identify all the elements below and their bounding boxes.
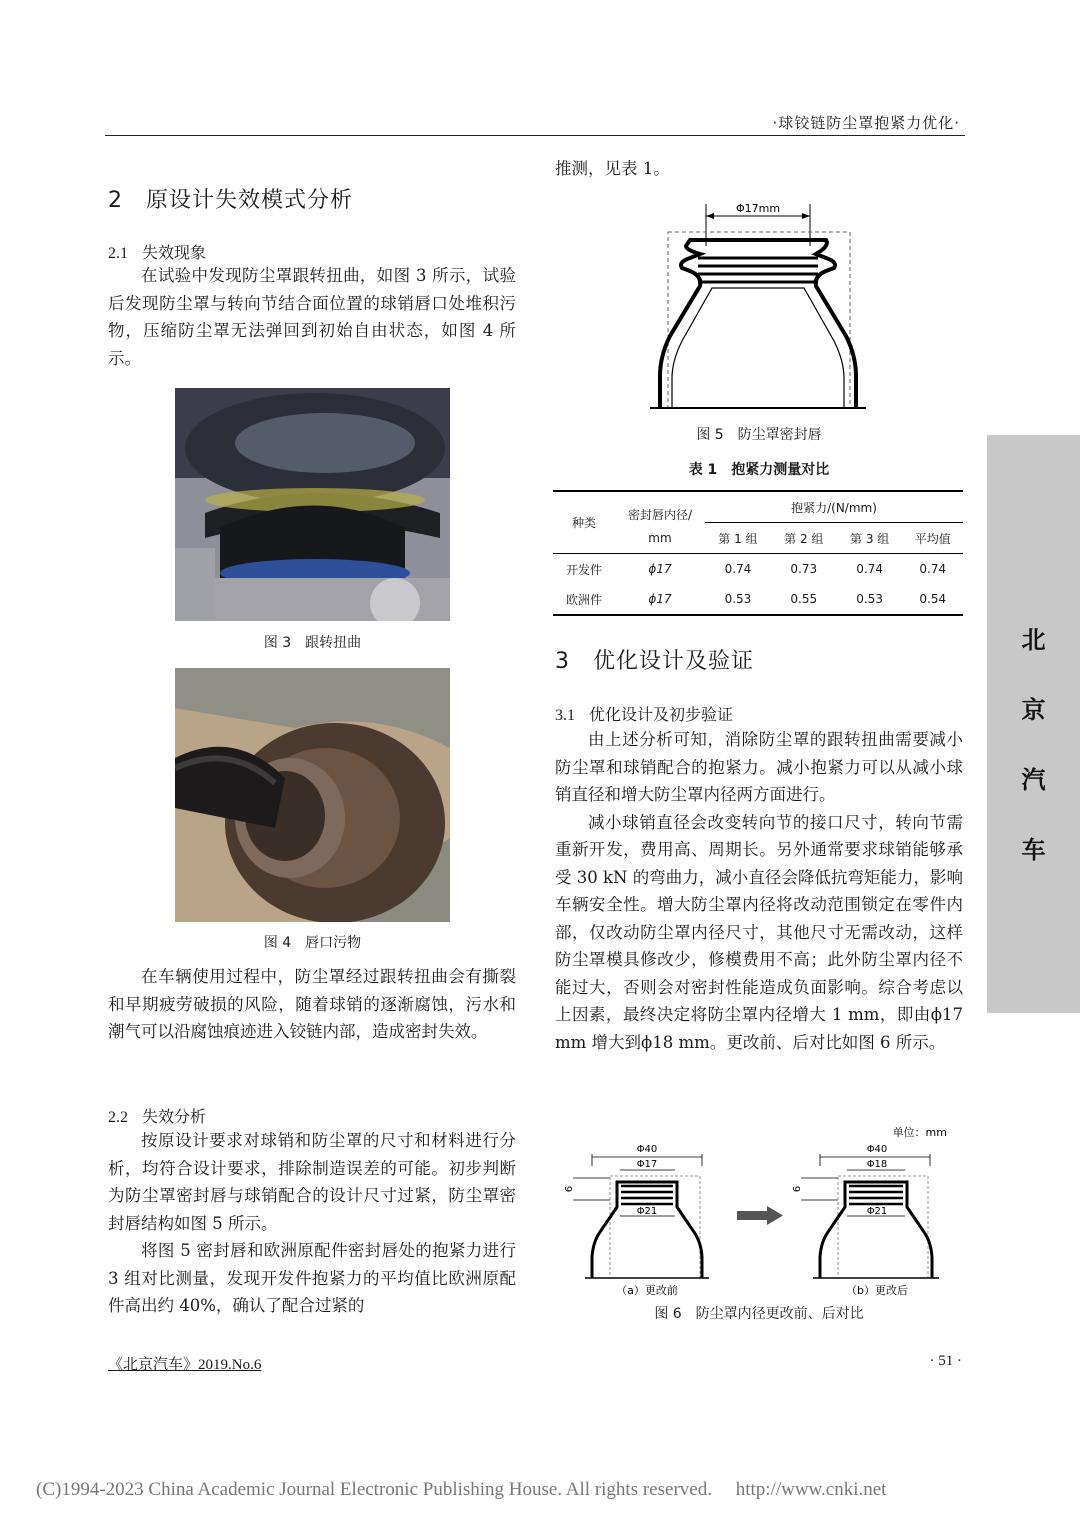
row-val-2: 0.55 (790, 592, 818, 606)
unit-label: 单位：mm (892, 1126, 947, 1139)
row-val-1: 0.74 (724, 562, 752, 576)
paragraph-text: 将图 5 密封唇和欧洲原配件密封唇处的抱紧力进行 3 组对比测量，发现开发件抱紧力的平均值比欧洲原配件高出约 40%，确认了配合过紧的 (108, 1241, 516, 1315)
row-val-avg: 0.74 (919, 562, 947, 576)
copyright-line: (C)1994-2023 China Academic Journal Electronic Publishing House. All rights reserved. http://www.cnki.net (36, 1479, 887, 1500)
header-rule (105, 135, 965, 136)
paragraph-2-1-b (108, 963, 516, 1046)
row-val-avg: 0.54 (919, 592, 947, 606)
header-kind: 种类 (571, 516, 596, 530)
dim-b-40: Φ40 (866, 1144, 888, 1155)
side-tab-char: 北 (1021, 626, 1046, 654)
figure-4-photo (175, 668, 450, 922)
dim-a-21: Φ21 (636, 1206, 658, 1217)
header-group-3: 第 3 组 (850, 531, 890, 546)
dim-a-height: 6 (564, 1185, 575, 1193)
section-2-title: 2 原设计失效模式分析 (108, 188, 353, 213)
paragraph-3-1 (555, 726, 963, 1056)
table-1 (553, 490, 963, 616)
dim-b-height: 6 (792, 1185, 803, 1193)
subsection-label: 失效分析 (142, 1107, 207, 1126)
row-val-3: 0.53 (856, 592, 883, 606)
subsection-3-1-title (555, 702, 733, 725)
dim-b-21: Φ21 (866, 1206, 888, 1217)
fig5-dimension-label: Φ17mm (735, 202, 781, 215)
table-row (553, 554, 963, 585)
row-val-3: 0.74 (856, 562, 883, 576)
subsection-number: 2.2 (108, 1109, 128, 1126)
row-diam: ϕ17 (648, 562, 672, 576)
header-force: 抱紧力/(N/mm) (705, 491, 963, 523)
paragraph-2-1 (108, 262, 516, 372)
arrow-icon (737, 1206, 783, 1225)
header-group-2: 第 2 组 (784, 531, 824, 546)
subsection-label: 优化设计及初步验证 (589, 705, 734, 724)
paragraph-2-2 (108, 1127, 516, 1320)
table-1-caption: 表 1 抱紧力测量对比 (688, 462, 830, 478)
paragraph-text: 在车辆使用过程中，防尘罩经过跟转扭曲会有撕裂和早期疲劳破损的风险，随着球销的逐渐腐蚀，污水和潮气可以沿腐蚀痕迹进入铰链内部，造成密封失效。 (108, 967, 516, 1041)
subsection-label: 失效现象 (142, 243, 207, 262)
paragraph-text: 在试验中发现防尘罩跟转扭曲，如图 3 所示，试验后发现防尘罩与转向节结合面位置的球销唇口处堆积污物，压缩防尘罩无法弹回到初始自由状态，如图 4 所示。 (108, 266, 516, 368)
figure-5-caption: 图 5 防尘罩密封唇 (696, 427, 822, 443)
header-diam-a: 密封唇内径/ (627, 507, 693, 522)
row-kind: 开发件 (565, 562, 602, 577)
table-row (553, 584, 963, 615)
figure-5-diagram (630, 196, 870, 414)
boot-after (792, 1144, 939, 1278)
side-tab-char: 汽 (1021, 766, 1046, 794)
row-val-1: 0.53 (724, 592, 752, 606)
dim-b-18: Φ18 (866, 1159, 888, 1170)
subsection-2-1-title (108, 240, 206, 263)
figure-4-caption: 图 4 唇口污物 (263, 935, 362, 951)
row-val-2: 0.73 (790, 562, 818, 576)
page-number: · 51 · (929, 1353, 962, 1369)
subsection-number: 3.1 (555, 707, 575, 724)
side-tab-char: 京 (1021, 696, 1046, 724)
paragraph-text: 减小球销直径会改变转向节的接口尺寸，转向节需重新开发，费用高、周期长。另外通常要求球销能够承受 30 kN 的弯曲力，减小直径会降低抗弯矩能力，影响车辆安全性。增大防尘罩内径将改动范围锁定在零件内部，仅改动防尘罩内径尺寸，其他尺寸无需改动，这样防尘罩模具修改少，修模费用不高；此外防尘罩内径不能过大，否则会对密封性能造成负面影响。综合考虑以上因素，最终决定将防尘罩内径增大 1 mm，即由ϕ17 mm 增大到ϕ18 mm。更改前、后对比如图 6 所示。 (555, 812, 963, 1052)
dim-a-17: Φ17 (636, 1159, 658, 1170)
paragraph-text: 由上述分析可知，消除防尘罩的跟转扭曲需要减小防尘罩和球销配合的抱紧力。减小抱紧力可以从减小球销直径和增大防尘罩内径两方面进行。 (555, 730, 963, 804)
row-diam: ϕ17 (648, 592, 672, 606)
paragraph-text: 推测，见表 1。 (555, 159, 670, 178)
header-group-1: 第 1 组 (718, 531, 758, 546)
header-diam-b: mm (648, 530, 672, 545)
figure-6-caption: 图 6 防尘罩内径更改前、后对比 (654, 1306, 864, 1322)
section-3-title: 3 优化设计及验证 (555, 649, 754, 674)
seal-lip-drawing (630, 196, 870, 414)
boot-before (564, 1144, 709, 1278)
row-kind: 欧洲件 (565, 592, 602, 607)
paragraph-text: 按原设计要求对球销和防尘罩的尺寸和材料进行分析，均符合设计要求，排除制造误差的可能。初步判断为防尘罩密封唇与球销配合的设计尺寸过紧，防尘罩密封唇结构如图 5 所示。 (108, 1131, 516, 1233)
diameter-comparison-drawing (555, 1122, 965, 1300)
measurement-table (553, 490, 963, 616)
figure-6-diagram (555, 1122, 965, 1300)
subsection-number: 2.1 (108, 245, 128, 262)
paragraph-continued (555, 155, 963, 183)
footer-journal: 《北京汽车》2019.No.6 (108, 1357, 262, 1373)
header-average: 平均值 (914, 531, 951, 546)
figure-3-photo (175, 388, 450, 621)
side-tab (987, 435, 1080, 1013)
twisted-boot-photo (175, 388, 450, 621)
lip-dirt-photo (175, 668, 450, 922)
running-head: ·球铰链防尘罩抱紧力优化· (772, 114, 960, 132)
sublabel-a: （a）更改前 (616, 1284, 678, 1297)
side-tab-char: 车 (1021, 836, 1046, 864)
sublabel-b: （b）更改后 (846, 1284, 908, 1297)
dim-a-40: Φ40 (636, 1144, 658, 1155)
subsection-2-2-title (108, 1104, 206, 1127)
figure-3-caption: 图 3 跟转扭曲 (263, 635, 362, 651)
